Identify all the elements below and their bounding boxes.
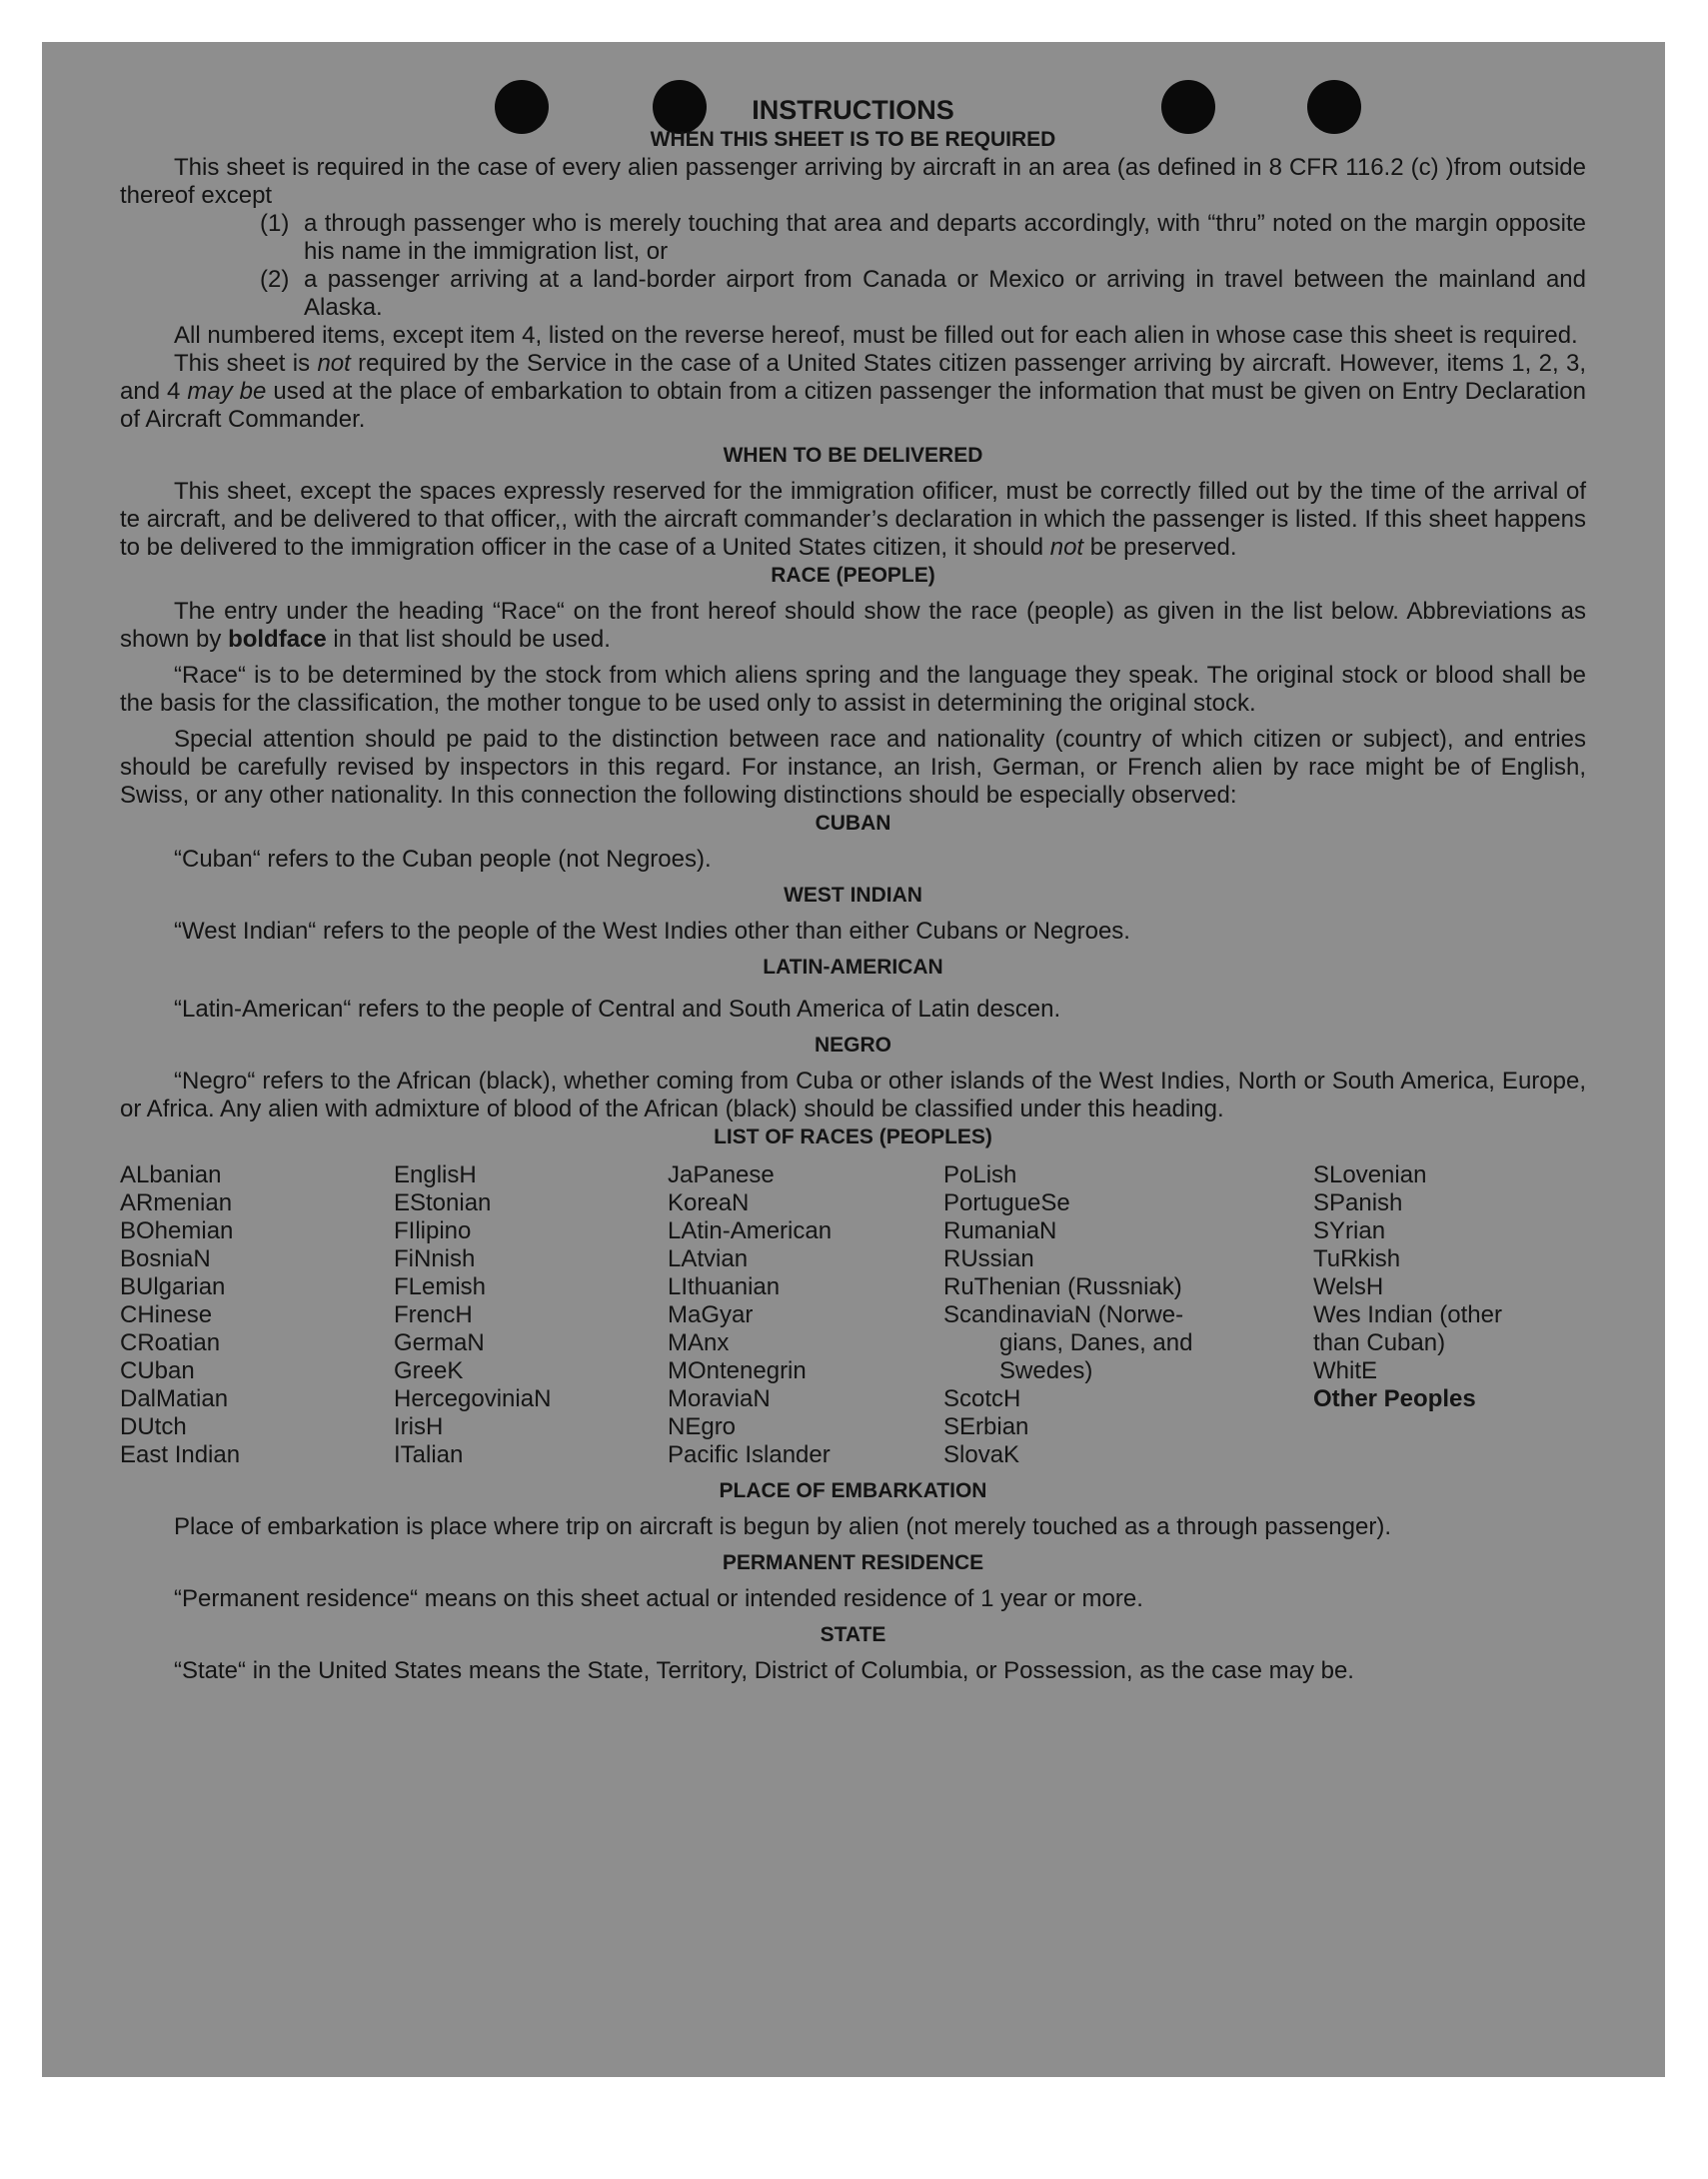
list-item: ALbanian — [120, 1161, 222, 1188]
item-number: (2) — [260, 266, 290, 293]
list-item: SLovenian — [1313, 1161, 1427, 1188]
list-item: DalMatian — [120, 1385, 229, 1412]
list-item: East Indian — [120, 1441, 241, 1468]
list-item: ARmenian — [120, 1189, 233, 1216]
text-emphasis: not — [317, 350, 351, 377]
list-item: Pacific Islander — [668, 1441, 831, 1468]
section-heading-permanent-residence: PERMANENT RESIDENCE — [722, 1551, 984, 1574]
text-run: required by the Service in the case of a United States citizen passenger arriving by aircraft. However, items 1, 2, 3, and 4 — [120, 350, 1586, 405]
list-item: TuRkish — [1313, 1245, 1401, 1272]
list-item: SErbian — [943, 1413, 1029, 1440]
paragraph: Place of embarkation is place where trip on aircraft is begun by alien (not merely touched as a through passenger). — [174, 1513, 1391, 1540]
section-heading-west-indian: WEST INDIAN — [784, 884, 922, 907]
paragraph: Special attention should pe paid to the distinction between race and nationality (country of which citizen or subject), and entries should be carefully revised by inspectors in this regard. For instance, an Irish, German, or French alien by race might be of English, Swiss, or any other nationality. In this connection the following distinctions should be especially observed: — [120, 726, 1586, 809]
list-item: LAtin-American — [668, 1217, 833, 1244]
paragraph: “Latin-American“ refers to the people of Central and South America of Latin descen. — [174, 996, 1061, 1023]
text-run: be preserved. — [1083, 534, 1237, 561]
list-item: EStonian — [394, 1189, 492, 1216]
list-item: WhitE — [1313, 1357, 1378, 1384]
list-item: ScandinaviaN (Norwe- — [943, 1301, 1184, 1328]
race-list — [120, 1161, 1586, 1469]
list-item: IrisH — [394, 1413, 444, 1440]
document-sheet — [42, 42, 1665, 2077]
race-column — [394, 1161, 668, 1469]
list-item: SYrian — [1313, 1217, 1386, 1244]
race-column — [943, 1161, 1313, 1469]
list-item: RUssian — [943, 1245, 1034, 1272]
section-heading-embarkation: PLACE OF EMBARKATION — [719, 1479, 987, 1502]
list-item: ScotcH — [943, 1385, 1021, 1412]
paragraph: “Negro“ refers to the African (black), whether coming from Cuba or other islands of the West Indies, North or South America, Europe, or Africa. Any alien with admixture of blood of the African (black) should be classified under this heading. — [120, 1068, 1586, 1122]
section-heading-list-of-races: LIST OF RACES (PEOPLES) — [714, 1125, 992, 1148]
list-item: SPanish — [1313, 1189, 1403, 1216]
list-item: ITalian — [394, 1441, 464, 1468]
section-heading-latin-american: LATIN-AMERICAN — [763, 956, 943, 979]
section-heading-delivered: WHEN TO BE DELIVERED — [723, 444, 983, 467]
paragraph — [120, 350, 1586, 434]
section-heading-cuban: CUBAN — [815, 812, 891, 835]
list-item: gians, Danes, and — [999, 1329, 1193, 1356]
list-item: CUban — [120, 1357, 195, 1384]
list-item: CHinese — [120, 1301, 213, 1328]
paragraph — [120, 478, 1586, 562]
item-text: a through passenger who is merely touching that area and departs accordingly, with “thru” noted on the margin opposite his name in the immigration list, or — [304, 210, 1586, 265]
section-heading-race: RACE (PEOPLE) — [771, 564, 935, 587]
item-text: a passenger arriving at a land-border airport from Canada or Mexico or arriving in travel between the mainland and Alaska. — [304, 266, 1586, 321]
page-title: INSTRUCTIONS — [752, 95, 954, 125]
list-item: MAnx — [668, 1329, 730, 1356]
list-item: BUlgarian — [120, 1273, 226, 1300]
list-item: FLemish — [394, 1273, 487, 1300]
list-item: Wes Indian (other — [1313, 1301, 1502, 1328]
list-item: Other Peoples — [1313, 1385, 1476, 1412]
list-item: Swedes) — [999, 1357, 1093, 1384]
list-item: BosniaN — [120, 1245, 211, 1272]
list-item: FIlipino — [394, 1217, 472, 1244]
list-item: FiNnish — [394, 1245, 476, 1272]
list-item: than Cuban) — [1313, 1329, 1446, 1356]
item-number: (1) — [260, 210, 290, 237]
list-item: MaGyar — [668, 1301, 754, 1328]
paragraph: All numbered items, except item 4, listed on the reverse hereof, must be filled out for each alien in whose case this sheet is required. — [174, 322, 1578, 349]
list-item: GermaN — [394, 1329, 485, 1356]
list-item — [260, 266, 1586, 322]
section-heading-state: STATE — [820, 1623, 886, 1646]
race-column — [120, 1161, 394, 1469]
list-item: MoraviaN — [668, 1385, 771, 1412]
list-item: GreeK — [394, 1357, 464, 1384]
list-item — [260, 210, 1586, 266]
instructions-content — [120, 94, 1586, 1685]
paragraph: “Permanent residence“ means on this sheet actual or intended residence of 1 year or more. — [174, 1585, 1143, 1612]
text-run: This sheet is — [174, 350, 318, 377]
race-column — [668, 1161, 943, 1469]
section-heading-negro: NEGRO — [814, 1034, 891, 1057]
list-item: WelsH — [1313, 1273, 1384, 1300]
text-run: This sheet, except the spaces expressly reserved for the immigration ofificer, must be correctly filled out by the time of the arrival of te aircraft, and be delivered to that officer,, with the aircraft commander’s declaration in which the passenger is listed. If this sheet happens to be delivered to the immigration officer in the case of a United States citizen, it should — [120, 478, 1586, 561]
list-item: LAtvian — [668, 1245, 749, 1272]
race-column — [1313, 1161, 1586, 1469]
text-run: in that list should be used. — [326, 626, 611, 653]
list-item: RumaniaN — [943, 1217, 1057, 1244]
list-item: NEgro — [668, 1413, 737, 1440]
text-run: used at the place of embarkation to obtain from a citizen passenger the information that must be given on Entry Declaration of Aircraft Commander. — [120, 378, 1586, 433]
list-item: RuThenian (Russniak) — [943, 1273, 1182, 1300]
text-emphasis: not — [1049, 534, 1084, 561]
list-item: FrencH — [394, 1301, 473, 1328]
paragraph: “West Indian“ refers to the people of the West Indies other than either Cubans or Negroes. — [174, 918, 1130, 945]
section-heading-required: WHEN THIS SHEET IS TO BE REQUIRED — [650, 128, 1056, 151]
text-run: The entry under the heading “Race“ on the front hereof should show the race (people) as given in the list below. Abbreviations as shown by — [120, 598, 1586, 653]
list-item: JaPanese — [668, 1161, 775, 1188]
list-item: BOhemian — [120, 1217, 234, 1244]
list-item: LIthuanian — [668, 1273, 781, 1300]
list-item: MOntenegrin — [668, 1357, 807, 1384]
list-item: SlovaK — [943, 1441, 1020, 1468]
list-item: EnglisH — [394, 1161, 477, 1188]
paragraph: “State“ in the United States means the State, Territory, District of Columbia, or Possession, as the case may be. — [174, 1657, 1354, 1684]
paragraph — [120, 598, 1586, 654]
text-bold: boldface — [228, 626, 327, 653]
list-item: PoLish — [943, 1161, 1017, 1188]
paragraph: “Race“ is to be determined by the stock from which aliens spring and the language they speak. The original stock or blood shall be the basis for the classification, the mother tongue to be used only to assist in determining the original stock. — [120, 662, 1586, 717]
list-item: HercegoviniaN — [394, 1385, 552, 1412]
list-item: PortugueSe — [943, 1189, 1070, 1216]
list-item: DUtch — [120, 1413, 187, 1440]
paragraph: “Cuban“ refers to the Cuban people (not Negroes). — [174, 846, 712, 873]
text-emphasis: may be — [187, 378, 267, 405]
list-item: KoreaN — [668, 1189, 750, 1216]
list-item: CRoatian — [120, 1329, 221, 1356]
paragraph: This sheet is required in the case of every alien passenger arriving by aircraft in an area (as defined in 8 CFR 116.2 (c) )from outside thereof except — [120, 154, 1586, 209]
